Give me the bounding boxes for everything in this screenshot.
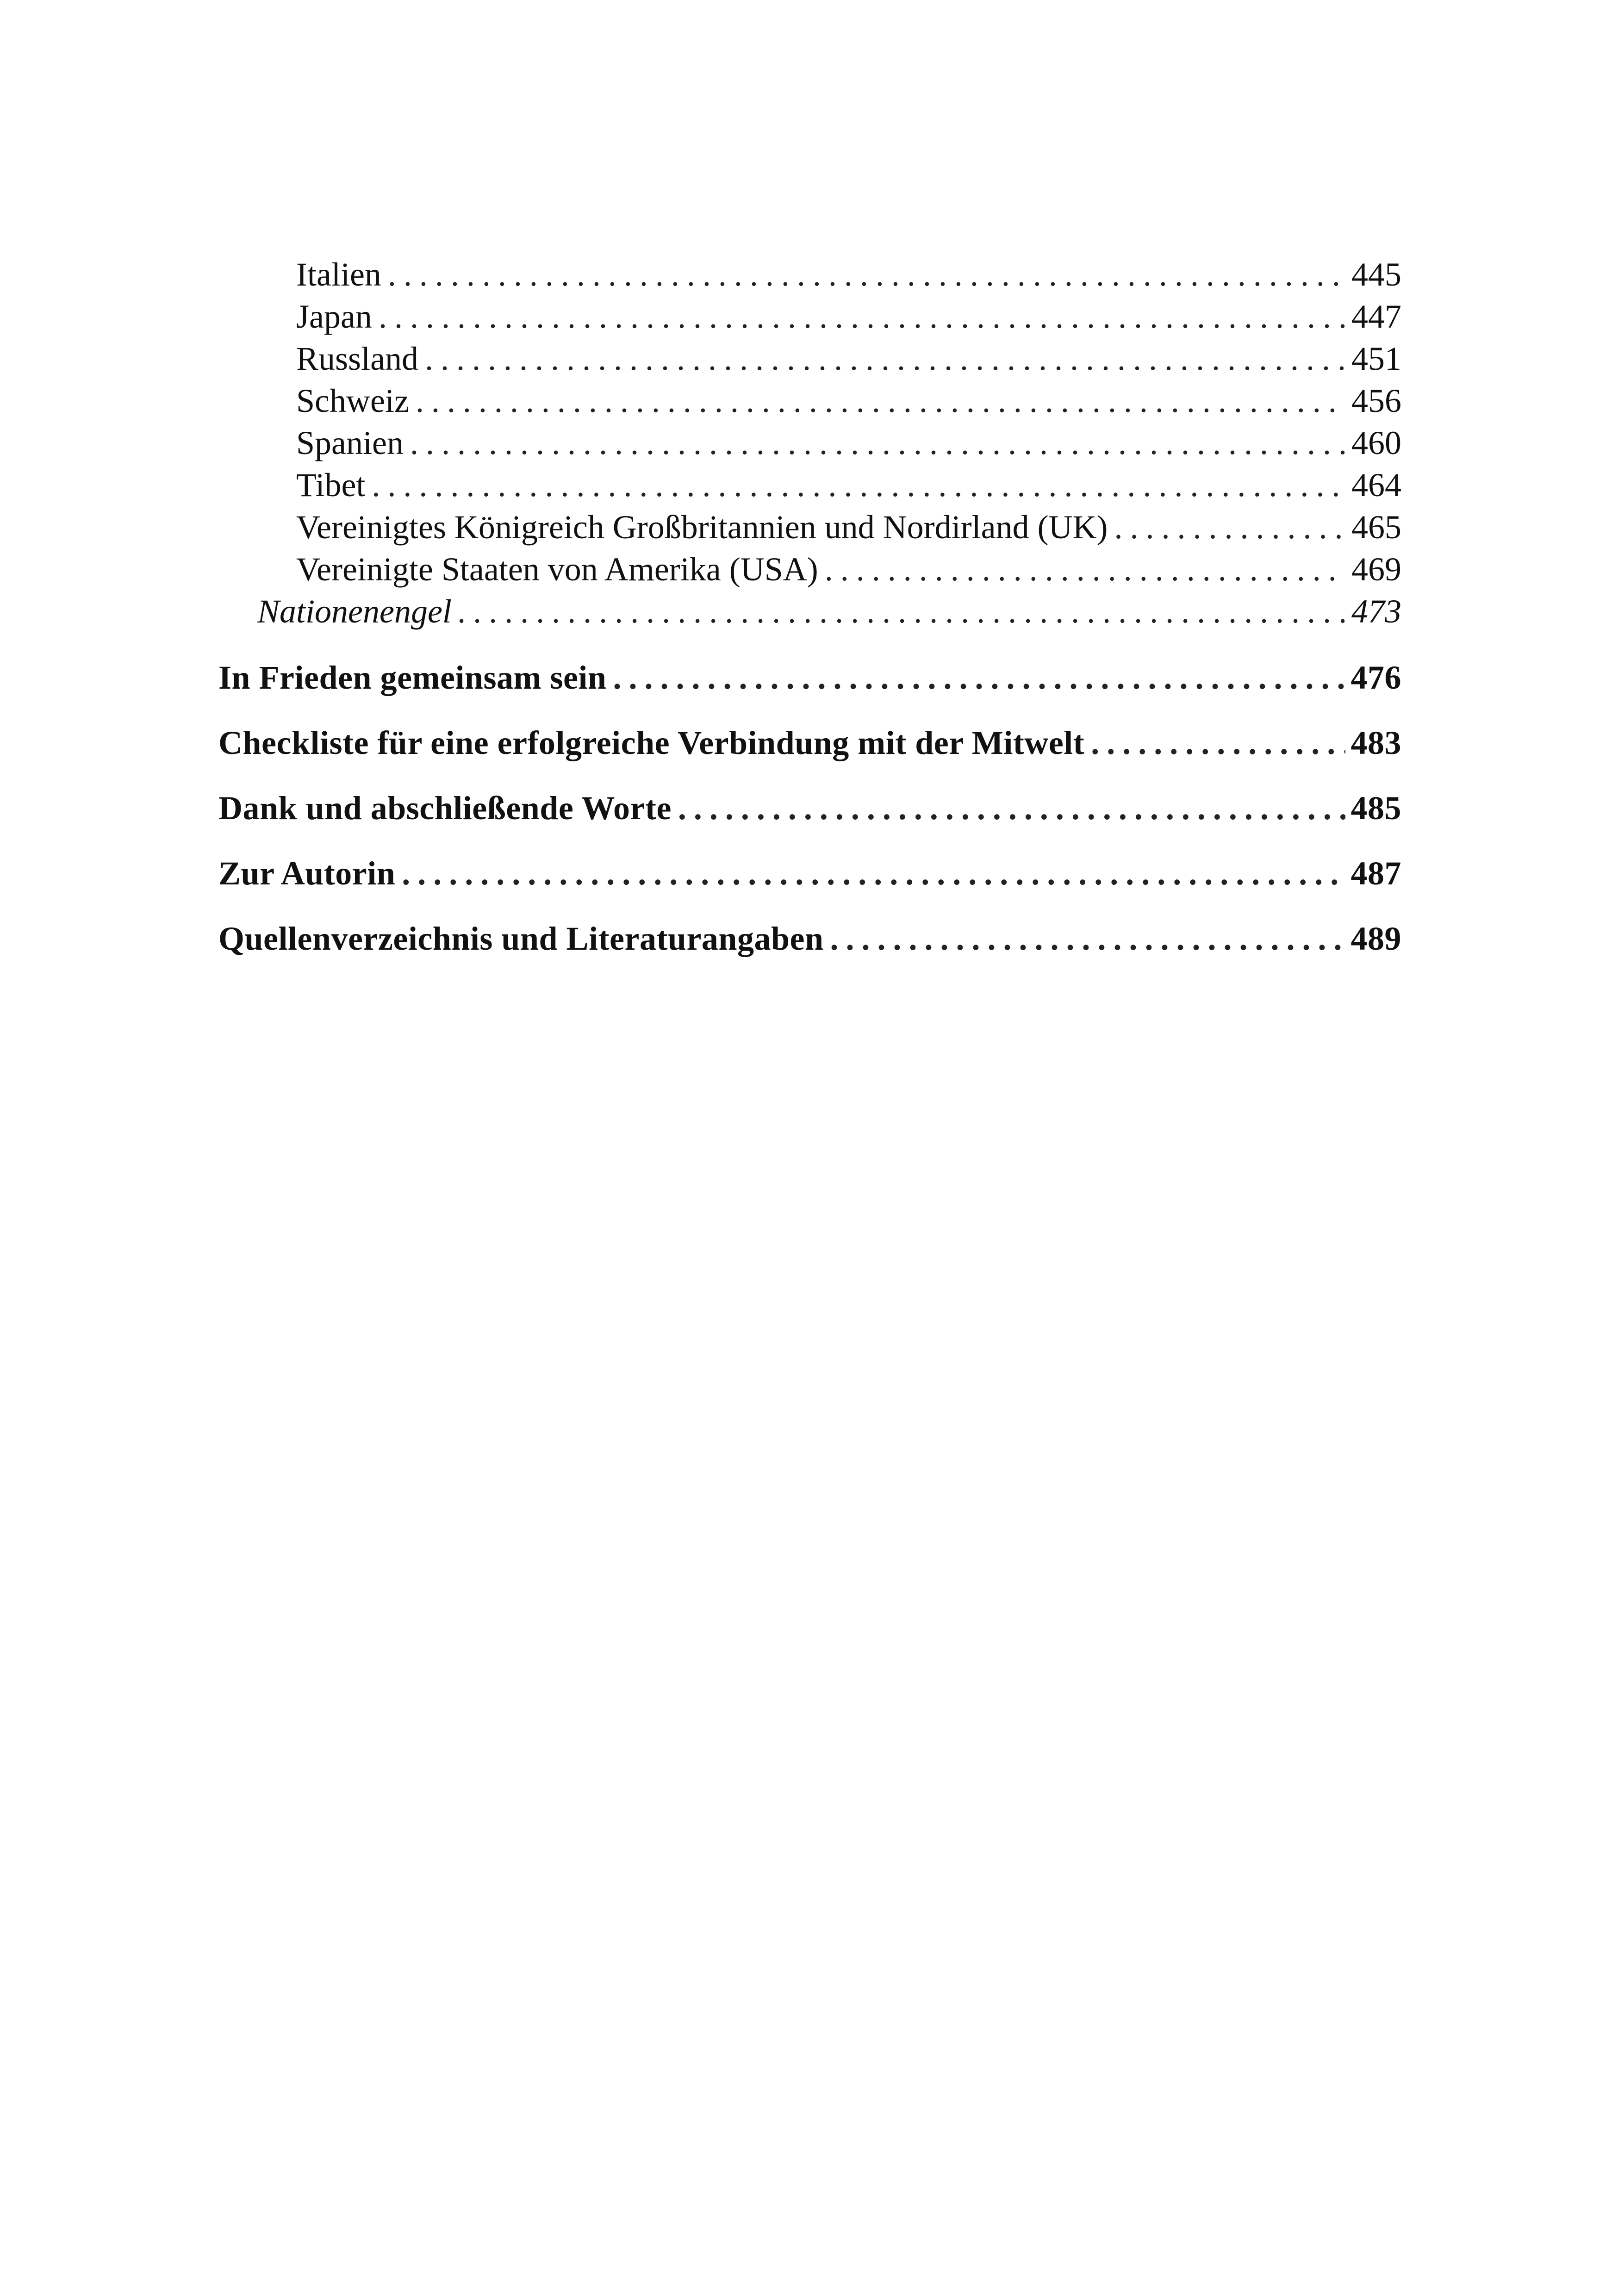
dot-leader xyxy=(410,422,1346,464)
toc-entry-title: Tibet xyxy=(296,467,366,504)
dot-leader xyxy=(402,852,1345,895)
dot-leader xyxy=(372,464,1346,506)
dot-leader xyxy=(830,918,1345,960)
toc-entry-schweiz[interactable] xyxy=(218,380,1401,422)
toc-entry-page: 473 xyxy=(1351,593,1401,630)
dot-leader xyxy=(678,787,1345,829)
dot-leader xyxy=(388,254,1346,296)
toc-entry-title: Vereinigte Staaten von Amerika (USA) xyxy=(296,551,818,588)
toc-entry-spanien[interactable] xyxy=(218,422,1401,464)
toc-chapter-title: Checkliste für eine erfolgreiche Verbindung mit der Mitwelt xyxy=(218,724,1085,761)
toc-entry-tibet[interactable] xyxy=(218,464,1401,506)
toc-chapter-dank[interactable] xyxy=(218,787,1401,829)
toc-chapter-page: 485 xyxy=(1350,790,1401,827)
toc-chapter-page: 489 xyxy=(1350,920,1401,957)
toc-entry-nationenengel[interactable] xyxy=(218,591,1401,633)
toc-entry-page: 447 xyxy=(1351,298,1401,335)
toc-chapter-page: 487 xyxy=(1350,855,1401,892)
toc-entry-page: 445 xyxy=(1351,256,1401,293)
dot-leader xyxy=(1091,722,1345,764)
dot-leader xyxy=(416,380,1346,422)
toc-entry-title: Vereinigtes Königreich Großbritannien und Nordirland (UK) xyxy=(296,509,1108,546)
toc-chapter-title: Quellenverzeichnis und Literaturangaben xyxy=(218,920,824,957)
toc-entry-usa[interactable] xyxy=(218,548,1401,591)
toc-chapter-quellen[interactable] xyxy=(218,918,1401,960)
toc-entry-italien[interactable] xyxy=(218,254,1401,296)
toc-entry-title: Schweiz xyxy=(296,382,409,419)
toc-entry-uk[interactable] xyxy=(218,506,1401,548)
toc-entry-page: 460 xyxy=(1351,424,1401,461)
chapter-list xyxy=(218,657,1401,960)
toc-chapter-title: Zur Autorin xyxy=(218,855,396,892)
toc-chapter-page: 476 xyxy=(1350,659,1401,696)
toc-chapter-in-frieden[interactable] xyxy=(218,657,1401,699)
toc-entry-page: 451 xyxy=(1351,340,1401,377)
dot-leader xyxy=(379,296,1346,338)
toc-entry-japan[interactable] xyxy=(218,296,1401,338)
dot-leader xyxy=(613,657,1345,699)
toc-entry-page: 456 xyxy=(1351,382,1401,419)
toc-entry-title: Italien xyxy=(296,256,381,293)
toc-entry-russland[interactable] xyxy=(218,338,1401,380)
toc-chapter-title: In Frieden gemeinsam sein xyxy=(218,659,607,696)
subsection-list xyxy=(218,254,1401,591)
dot-leader xyxy=(1114,506,1346,548)
toc-chapter-zur-autorin[interactable] xyxy=(218,852,1401,895)
toc-entry-title: Spanien xyxy=(296,424,404,461)
toc-entry-title: Nationenengel xyxy=(257,593,452,630)
toc-entry-title: Russland xyxy=(296,340,419,377)
toc-entry-title: Japan xyxy=(296,298,372,335)
dot-leader xyxy=(825,548,1346,591)
table-of-contents xyxy=(218,254,1401,960)
toc-chapter-title: Dank und abschließende Worte xyxy=(218,790,672,827)
dot-leader xyxy=(425,338,1346,380)
toc-entry-page: 465 xyxy=(1351,509,1401,546)
toc-entry-page: 469 xyxy=(1351,551,1401,588)
dot-leader xyxy=(458,591,1346,633)
toc-entry-page: 464 xyxy=(1351,467,1401,504)
toc-chapter-checkliste[interactable] xyxy=(218,722,1401,764)
toc-chapter-page: 483 xyxy=(1350,724,1401,761)
